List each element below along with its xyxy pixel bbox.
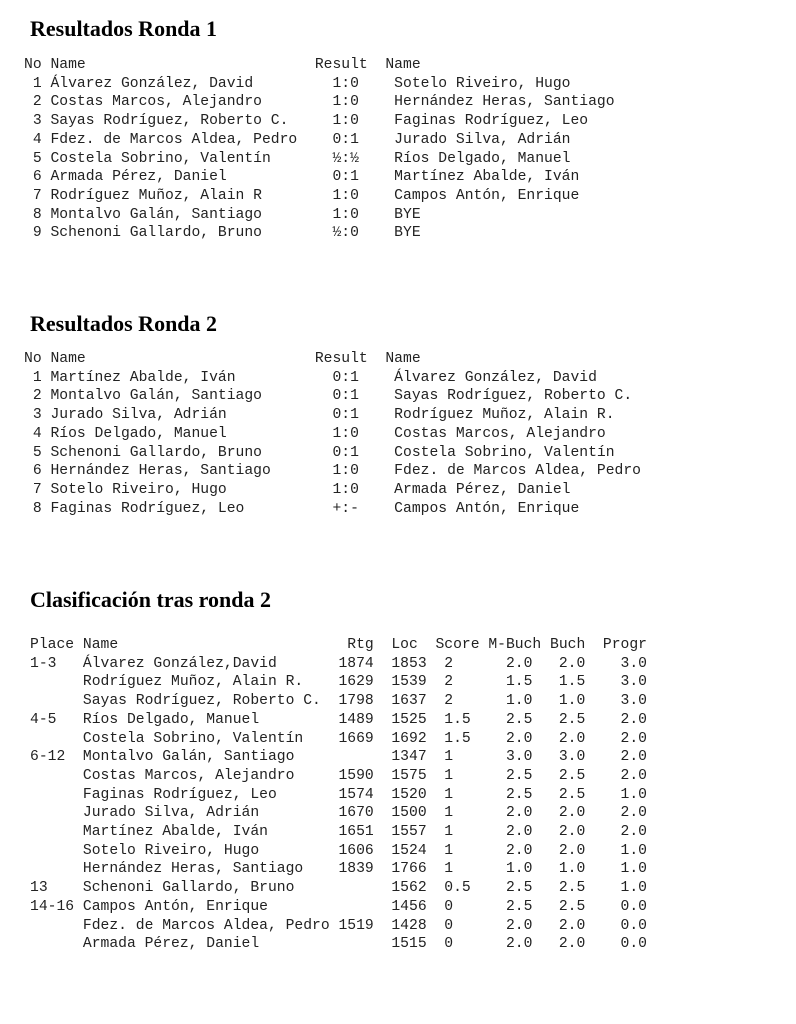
round1-row: 6 Armada Pérez, Daniel 0:1 Martínez Abalde, Iván (24, 169, 580, 186)
round1-title: Resultados Ronda 1 (30, 16, 218, 41)
standings-header-row: Place Name Rtg Loc Score M-Buch Buch Progr (30, 637, 647, 653)
round2-table (24, 350, 641, 518)
round2-row: 7 Sotelo Riveiro, Hugo 1:0 Armada Pérez, Daniel (24, 481, 571, 498)
standings-row: 13 Schenoni Gallardo, Bruno 1562 0.5 2.5 2.5 1.0 (30, 880, 647, 897)
standings-row: 4-5 Ríos Delgado, Manuel 1489 1525 1.5 2.5 2.5 2.0 (30, 711, 647, 728)
round1-row: 8 Montalvo Galán, Santiago 1:0 BYE (24, 206, 421, 223)
round1-row: 2 Costas Marcos, Alejandro 1:0 Hernández Heras, Santiago (24, 94, 615, 111)
standings-row: Martínez Abalde, Iván 1651 1557 1 2.0 2.0 2.0 (30, 824, 647, 841)
round2-row: 1 Martínez Abalde, Iván 0:1 Álvarez González, David (24, 369, 597, 386)
round2-row: 2 Montalvo Galán, Santiago 0:1 Sayas Rodríguez, Roberto C. (24, 388, 633, 405)
round1-row: 4 Fdez. de Marcos Aldea, Pedro 0:1 Jurado Silva, Adrián (24, 131, 571, 148)
standings-row: Sotelo Riveiro, Hugo 1606 1524 1 2.0 2.0 1.0 (30, 842, 647, 859)
standings-title: Clasificación tras ronda 2 (30, 587, 271, 612)
round1-row: 3 Sayas Rodríguez, Roberto C. 1:0 Faginas Rodríguez, Leo (24, 113, 589, 130)
standings-row: Costas Marcos, Alejandro 1590 1575 1 2.5 2.5 2.0 (30, 767, 647, 784)
round1-header-row: No Name Result Name (24, 57, 421, 73)
round1-row: 1 Álvarez González, David 1:0 Sotelo Riveiro, Hugo (24, 75, 571, 92)
round1-row: 7 Rodríguez Muñoz, Alain R 1:0 Campos Antón, Enrique (24, 187, 580, 204)
standings-row: Fdez. de Marcos Aldea, Pedro 1519 1428 0 2.0 2.0 0.0 (30, 917, 647, 934)
round2-title: Resultados Ronda 2 (30, 311, 218, 336)
standings-row: Armada Pérez, Daniel 1515 0 2.0 2.0 0.0 (30, 936, 647, 953)
round2-row: 4 Ríos Delgado, Manuel 1:0 Costas Marcos, Alejandro (24, 425, 606, 442)
round2-header-row: No Name Result Name (24, 351, 421, 367)
round2-row: 3 Jurado Silva, Adrián 0:1 Rodríguez Muñoz, Alain R. (24, 407, 615, 424)
standings-row: Jurado Silva, Adrián 1670 1500 1 2.0 2.0 2.0 (30, 805, 647, 822)
standings-row: 6-12 Montalvo Galán, Santiago 1347 1 3.0 3.0 2.0 (30, 749, 647, 766)
round2-row: 5 Schenoni Gallardo, Bruno 0:1 Costela Sobrino, Valentín (24, 444, 615, 461)
standings-row: Faginas Rodríguez, Leo 1574 1520 1 2.5 2.5 1.0 (30, 786, 647, 803)
round1-row: 5 Costela Sobrino, Valentín ½:½ Ríos Delgado, Manuel (24, 150, 571, 167)
standings-table (30, 636, 647, 954)
standings-row: 14-16 Campos Antón, Enrique 1456 0 2.5 2.5 0.0 (30, 898, 647, 915)
standings-row: Sayas Rodríguez, Roberto C. 1798 1637 2 1.0 1.0 3.0 (30, 693, 647, 710)
standings-row: Hernández Heras, Santiago 1839 1766 1 1.0 1.0 1.0 (30, 861, 647, 878)
round2-row: 8 Faginas Rodríguez, Leo +:- Campos Antón, Enrique (24, 500, 580, 517)
round2-row: 6 Hernández Heras, Santiago 1:0 Fdez. de Marcos Aldea, Pedro (24, 463, 641, 480)
round1-row: 9 Schenoni Gallardo, Bruno ½:0 BYE (24, 225, 421, 242)
standings-row: Costela Sobrino, Valentín 1669 1692 1.5 2.0 2.0 2.0 (30, 730, 647, 747)
standings-row: Rodríguez Muñoz, Alain R. 1629 1539 2 1.5 1.5 3.0 (30, 674, 647, 691)
round1-table (24, 56, 615, 243)
standings-row: 1-3 Álvarez González,David 1874 1853 2 2.0 2.0 3.0 (30, 655, 647, 672)
